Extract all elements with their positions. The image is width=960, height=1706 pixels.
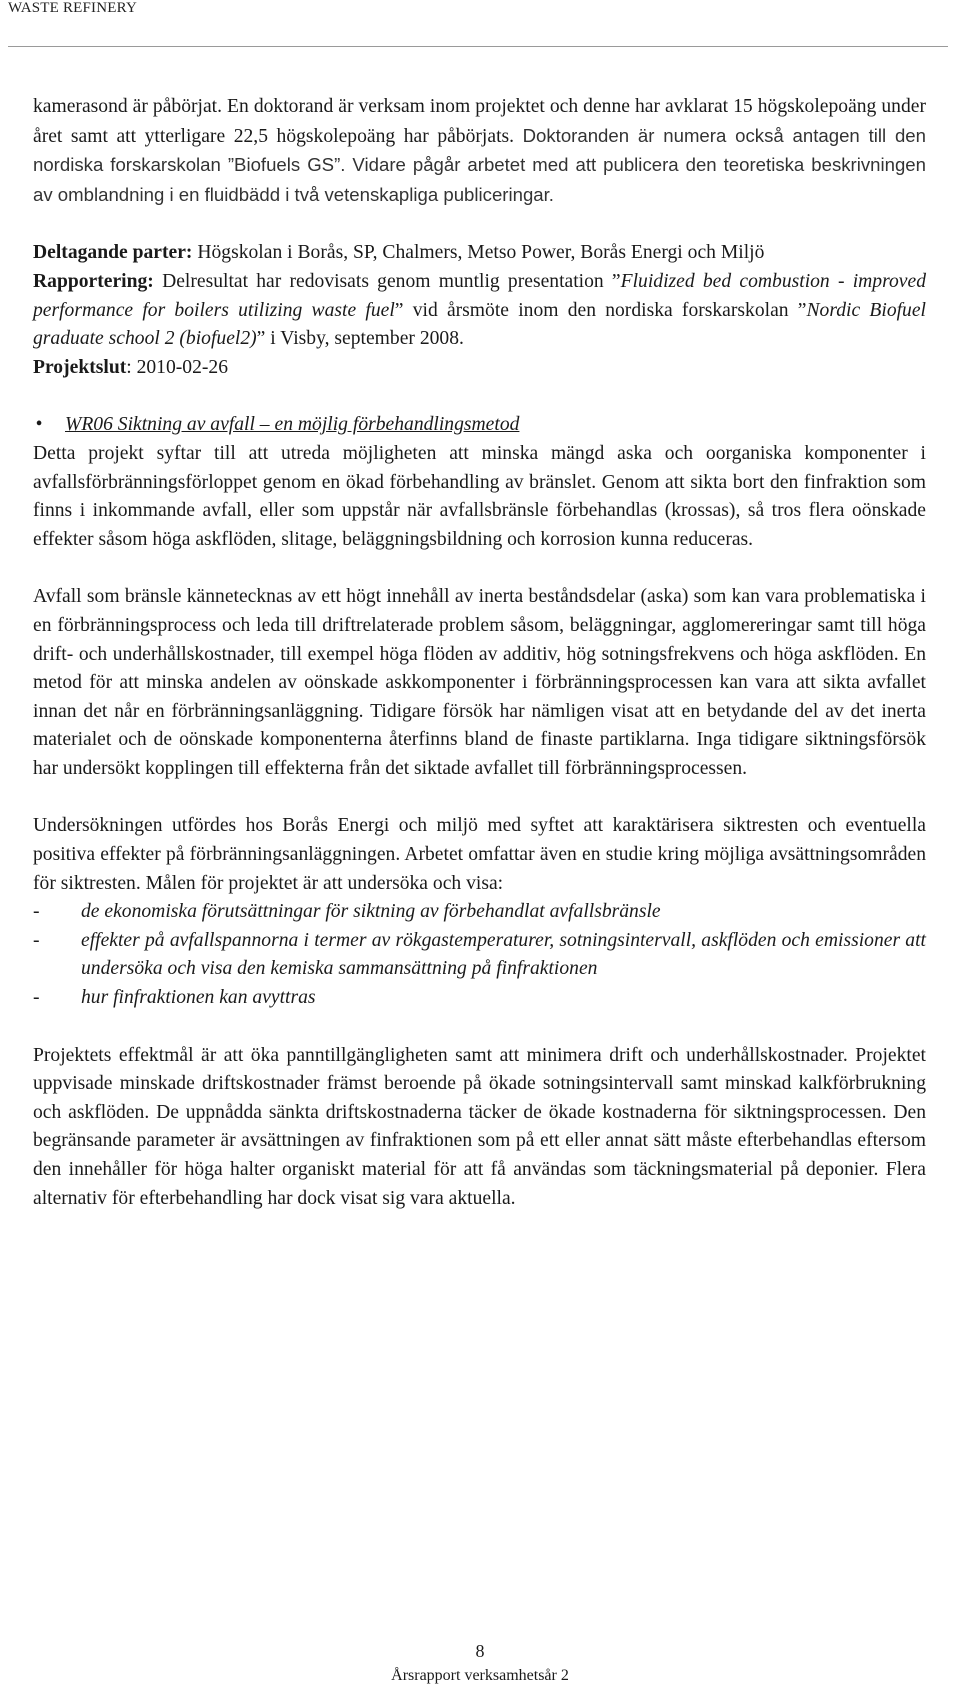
reporting-text-3: ” i Visby, september 2008. [256,328,464,350]
section-heading [33,411,926,440]
parties-value: Högskolan i Borås, SP, Chalmers, Metso Power, Borås Energi och Miljö [197,242,765,264]
intro-sans-text: Doktoranden är numera också antagen till den nordiska forskarskolan ”Biofuels GS”. Vidare pågår arbetet med att publicera den teoretiska beskrivningen av omblandning i en fluidbädd i två vetenskapliga publiceringar. [33,124,926,205]
page-content [33,93,926,1213]
list-item [33,984,926,1013]
spacer [33,382,926,411]
dash-marker: - [33,987,40,1009]
project-end-value: : 2010-02-26 [126,356,229,378]
list-item-text: effekter på avfallspannorna i termer av rökgastemperaturer, sotningsintervall, askflöden och emissioner att undersöka och visa den kemiska sammansättning på finfraktionen [81,929,926,980]
intro-serif-text: kamerasond är påbörjat. En doktorand är verksam inom projektet och denne har avklarat 15 högskolepoäng under året samt att ytterligare 22,5 högskolepoäng har påbörjats. [33,96,926,147]
footer-report-title: Årsrapport verksamhetsår 2 [391,1667,569,1684]
project-end-line [33,354,926,383]
intro-paragraph [33,93,926,210]
reporting-line [33,268,926,354]
project-end-label: Projektslut [33,356,127,378]
section-paragraph-2: Avfall som bränsle kännetecknas av ett högt innehåll av inerta beståndsdelar (aska) som kan vara problematiska i en förbränningsprocess och leda till driftrelaterade problem såsom, beläggningar, agglomereringar samt till höga drift- och underhållskostnader, till exempel höga flöden av additiv, hög sotningsfrekvens och höga askflöden. En metod för att minska andelen av oönskade askkomponenter i förbränningsprocessen kan vara att sikta avfallet innan det når en förbränningsanläggning. Tidigare försök har nämligen visat att en betydande del av det inerta materialet och de oönskade komponenterna återfinns bland de finaste partiklarna. Inga tidigare siktningsförsök har undersökt kopplingen till effekterna från det siktade avfallet till förbränningsprocessen. [33,586,926,779]
reporting-text-1: Delresultat har redovisats genom muntlig presentation ” [162,270,621,292]
page-number: 8 [475,1641,485,1661]
parties-label: Deltagande parter: [33,242,193,264]
reporting-text-2: ” vid årsmöte inom den nordiska forskarskolan ” [394,299,807,321]
spacer [33,1013,926,1042]
section-paragraph-1: Detta projekt syftar till att utreda möjligheten att minska mängd aska och oorganiska komponenter i avfallsförbränningsförloppet genom en ökad förbehandling av bränslet. Genom att sikta bort den finfraktion som finns i inkommande avfall, eller som uppstår när avfallsbränsle förbehandlas (krossas), så tros flera oönskade effekter såsom höga askflöden, slitage, beläggningsbildning och korrosion kunna reduceras. [33,442,926,550]
list-item [33,927,926,984]
page-header [8,0,948,47]
dash-marker: - [33,901,40,923]
bullet-icon: • [35,414,43,436]
section-paragraph-3: Undersökningen utfördes hos Borås Energi och miljö med syftet att karaktärisera siktresten och eventuella positiva effekter på förbränningsanläggningen. Arbetet omfattar även en studie kring möjliga avsättningsområden för siktresten. Målen för projektet är att undersöka och visa: [33,815,926,894]
spacer [33,210,926,239]
spacer [33,783,926,812]
reporting-label: Rapportering: [33,270,154,292]
list-item [33,898,926,927]
reporting-title-2: Nordic Biofuel graduate school 2 (biofuel2) [33,299,926,350]
list-item-text: de ekonomiska förutsättningar för siktning av förbehandlat avfallsbränsle [81,901,661,923]
parties-line [33,239,926,268]
section-paragraph-4: Projektets effektmål är att öka panntillgängligheten samt att minimera drift och underhållskostnader. Projektet uppvisade minskade driftskostnader främst beroende på ökade sotningsintervall samt minskad kalkförbrukning och askflöden. De uppnådda sänkta driftskostnaderna täcker de ökade kostnaderna för siktningsprocessen. Den begränsande parameter är avsättningen av finfraktionen som på ett eller annat sätt måste efterbehandlas eftersom den innehåller för höga halter organiskt material för att få användas som täckningsmaterial på deponier. Flera alternativ för efterbehandling har dock visat sig vara aktuella. [33,1044,926,1209]
dash-marker: - [33,929,40,951]
list-item-text: hur finfraktionen kan avyttras [81,987,316,1009]
spacer [33,554,926,583]
header-label: WASTE REFINERY [8,0,138,16]
goals-list [33,898,926,1012]
reporting-title-1: Fluidized bed combustion - improved performance for boilers utilizing waste fuel [33,270,926,321]
section-title: WR06 Siktning av avfall – en möjlig förbehandlingsmetod [65,414,520,436]
